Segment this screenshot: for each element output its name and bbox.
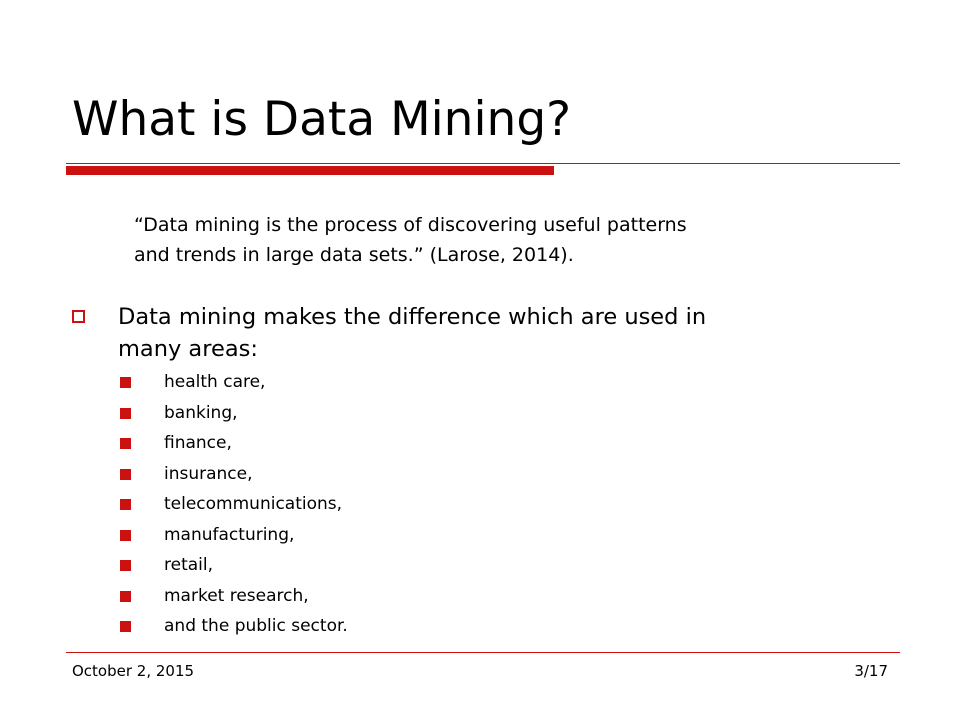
area-label: retail, (164, 555, 214, 575)
main-bullet-line-2: many areas: (118, 336, 258, 362)
area-label: insurance, (164, 463, 253, 484)
title-underline-thick (66, 166, 554, 175)
main-bullet-line-1: Data mining makes the difference which are used in (118, 304, 707, 330)
square-bullet-icon (120, 438, 131, 449)
square-bullet-icon (120, 560, 131, 571)
main-bullet (72, 301, 902, 365)
area-label: health care, (164, 372, 266, 392)
square-bullet-icon (120, 499, 131, 510)
square-bullet-icon (120, 469, 131, 480)
square-bullet-icon (120, 591, 131, 602)
hollow-square-icon (72, 310, 85, 323)
area-label: finance, (164, 433, 232, 453)
page-number: 3/17 (854, 662, 888, 680)
footer-divider (66, 652, 900, 653)
area-label: manufacturing, (164, 524, 295, 545)
quote-line-2: and trends in large data sets.” (Larose, 2014). (134, 244, 574, 266)
quote-line-1: “Data mining is the process of discovering useful patterns (134, 214, 687, 236)
definition-quote (134, 210, 894, 270)
square-bullet-icon (120, 377, 131, 388)
slide-title: What is Data Mining? (72, 92, 572, 147)
square-bullet-icon (120, 408, 131, 419)
main-bullet-text (118, 301, 902, 365)
area-label: banking, (164, 402, 238, 423)
footer-date: October 2, 2015 (72, 662, 195, 680)
square-bullet-icon (120, 530, 131, 541)
area-label: and the public sector. (164, 616, 348, 636)
title-underline-thin (66, 163, 900, 164)
square-bullet-icon (120, 621, 131, 632)
area-label: market research, (164, 585, 309, 606)
area-label: telecommunications, (164, 494, 343, 514)
